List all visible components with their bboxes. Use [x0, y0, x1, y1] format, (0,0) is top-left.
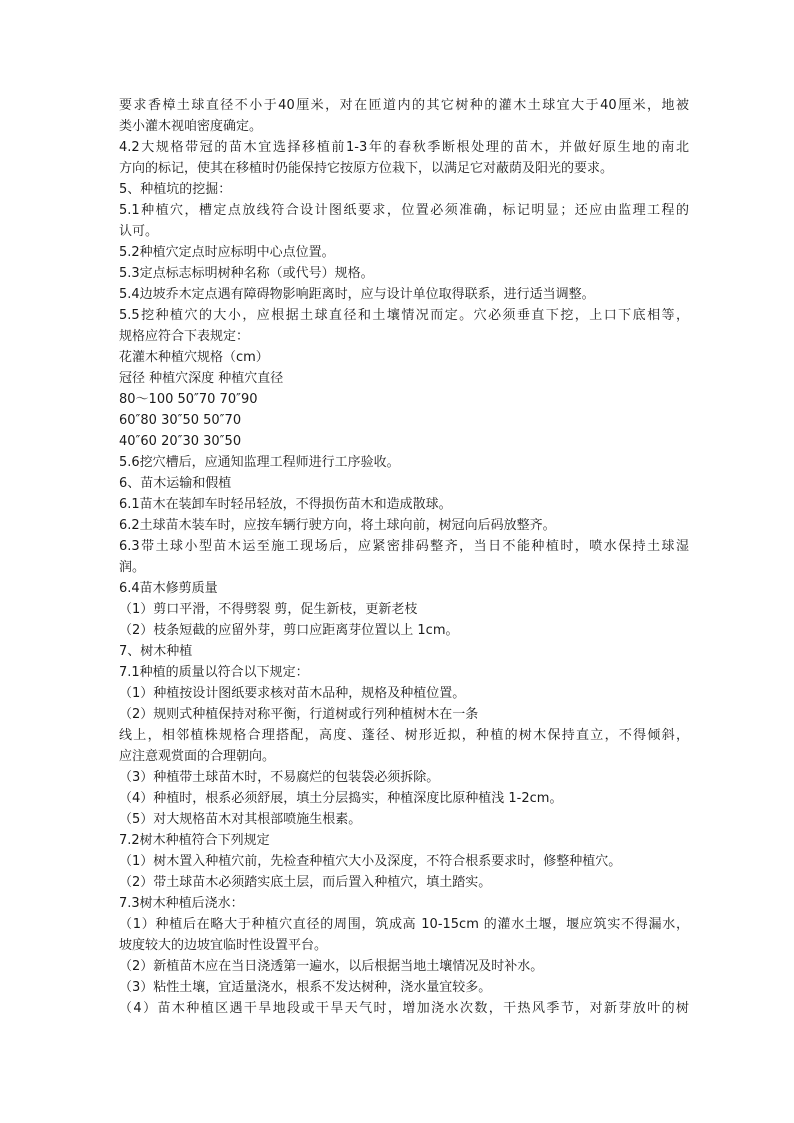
document-body [119, 95, 689, 1019]
text-line: 要求香樟土球直径不小于40厘米，对在匝道内的其它树种的灌木土球宜大于40厘米，地被 [119, 98, 689, 113]
text-line: 6.4苗木修剪质量 [119, 581, 218, 596]
text-line: 5.5挖种植穴的大小，应根据土球直径和土壤情况而定。穴必须垂直下挖，上口下底相等， [119, 308, 689, 323]
text-line: 6.3带土球小型苗木运至施工现场后，应紧密排码整齐，当日不能种植时，喷水保持土球湿 [119, 539, 689, 554]
list-item: （2）新植苗木应在当日浇透第一遍水，以后根据当地土壤情况及时补水。 [119, 959, 544, 974]
text-line: 5.6挖穴槽后，应通知监理工程师进行工序验收。 [119, 455, 400, 470]
text-line: 类小灌木视咱密度确定。 [119, 119, 263, 134]
text-line: 7.2树木种植符合下列规定 [119, 833, 270, 848]
text-line: 线上，相邻植株规格合理搭配，高度、蓬径、树形近拟，种植的树木保持直立，不得倾斜， [119, 728, 689, 743]
text-line: 5.3定点标志标明树种名称（或代号）规格。 [119, 266, 374, 281]
section-heading: 6、苗木运输和假植 [119, 476, 232, 491]
table-row: 60″80 30″50 50″70 [119, 413, 242, 428]
list-item: （2）规则式种植保持对称平衡，行道树或行列种植树木在一条 [119, 707, 479, 722]
table-header: 冠径 种植穴深度 种植穴直径 [119, 371, 284, 386]
table-row: 80～100 50″70 70″90 [119, 392, 258, 407]
list-item: （4）种植时，根系必须舒展，填土分层捣实，种植深度比原种植浅 1-2cm。 [119, 791, 563, 806]
list-item: （1）树木置入种植穴前，先检查种植穴大小及深度，不符合根系要求时，修整种植穴。 [119, 854, 622, 869]
list-item: （4）苗木种植区遇干旱地段或干旱天气时，增加浇水次数，干热风季节，对新芽放叶的树 [119, 1001, 689, 1016]
text-line: 6.2土球苗木装车时，应按车辆行驶方向，将土球向前，树冠向后码放整齐。 [119, 518, 556, 533]
text-line: 润。 [119, 560, 146, 575]
text-line: 规格应符合下表规定： [119, 329, 250, 344]
list-item: （3）粘性土壤，宜适量浇水，根系不发达树种，浇水量宜较多。 [119, 980, 492, 995]
text-line: 认可。 [119, 224, 159, 239]
table-row: 40″60 20″30 30″50 [119, 434, 242, 449]
section-heading: 7、树木种植 [119, 644, 193, 659]
text-line: 5.1种植穴，槽定点放线符合设计图纸要求，位置必须准确，标记明显；还应由监理工程的 [119, 203, 689, 218]
list-item: （3）种植带土球苗木时，不易腐烂的包装袋必须拆除。 [119, 770, 440, 785]
text-line: 7.3树木种植后浇水： [119, 896, 244, 911]
list-item: （2）枝条短截的应留外芽，剪口应距离芽位置以上 1cm。 [119, 623, 459, 638]
section-heading: 5、种植坑的挖掘： [119, 182, 232, 197]
text-line: 方向的标记，使其在移植时仍能保持它按原方位栽下，以满足它对蔽荫及阳光的要求。 [119, 161, 614, 176]
list-item: （5）对大规格苗木对其根部喷施生根素。 [119, 812, 362, 827]
list-item: （1）剪口平滑，不得劈裂 剪，促生新枝，更新老枝 [119, 602, 418, 617]
text-line: 5.4边坡乔木定点遇有障碍物影响距离时，应与设计单位取得联系，进行适当调整。 [119, 287, 595, 302]
list-item: （1）种植后在略大于种植穴直径的周围，筑成高 10-15cm 的灌水土堰，堰应筑实不得漏水， [119, 917, 689, 932]
table-title: 花灌木种植穴规格（cm） [119, 350, 269, 365]
text-line: 坡度较大的边坡宜临时性设置平台。 [119, 938, 328, 953]
list-item: （2）带土球苗木必须踏实底土层，而后置入种植穴，填土踏实。 [119, 875, 492, 890]
text-line: 应注意观赏面的合理朝向。 [119, 749, 276, 764]
text-line: 5.2种植穴定点时应标明中心点位置。 [119, 245, 335, 260]
list-item: （1）种植按设计图纸要求核对苗木品种，规格及种植位置。 [119, 686, 466, 701]
text-line: 6.1苗木在装卸车时轻吊轻放，不得损伤苗木和造成散球。 [119, 497, 452, 512]
text-line: 4.2大规格带冠的苗木宜选择移植前1-3年的春秋季断根处理的苗木，并做好原生地的南北 [119, 140, 689, 155]
text-line: 7.1种植的质量以符合以下规定： [119, 665, 309, 680]
